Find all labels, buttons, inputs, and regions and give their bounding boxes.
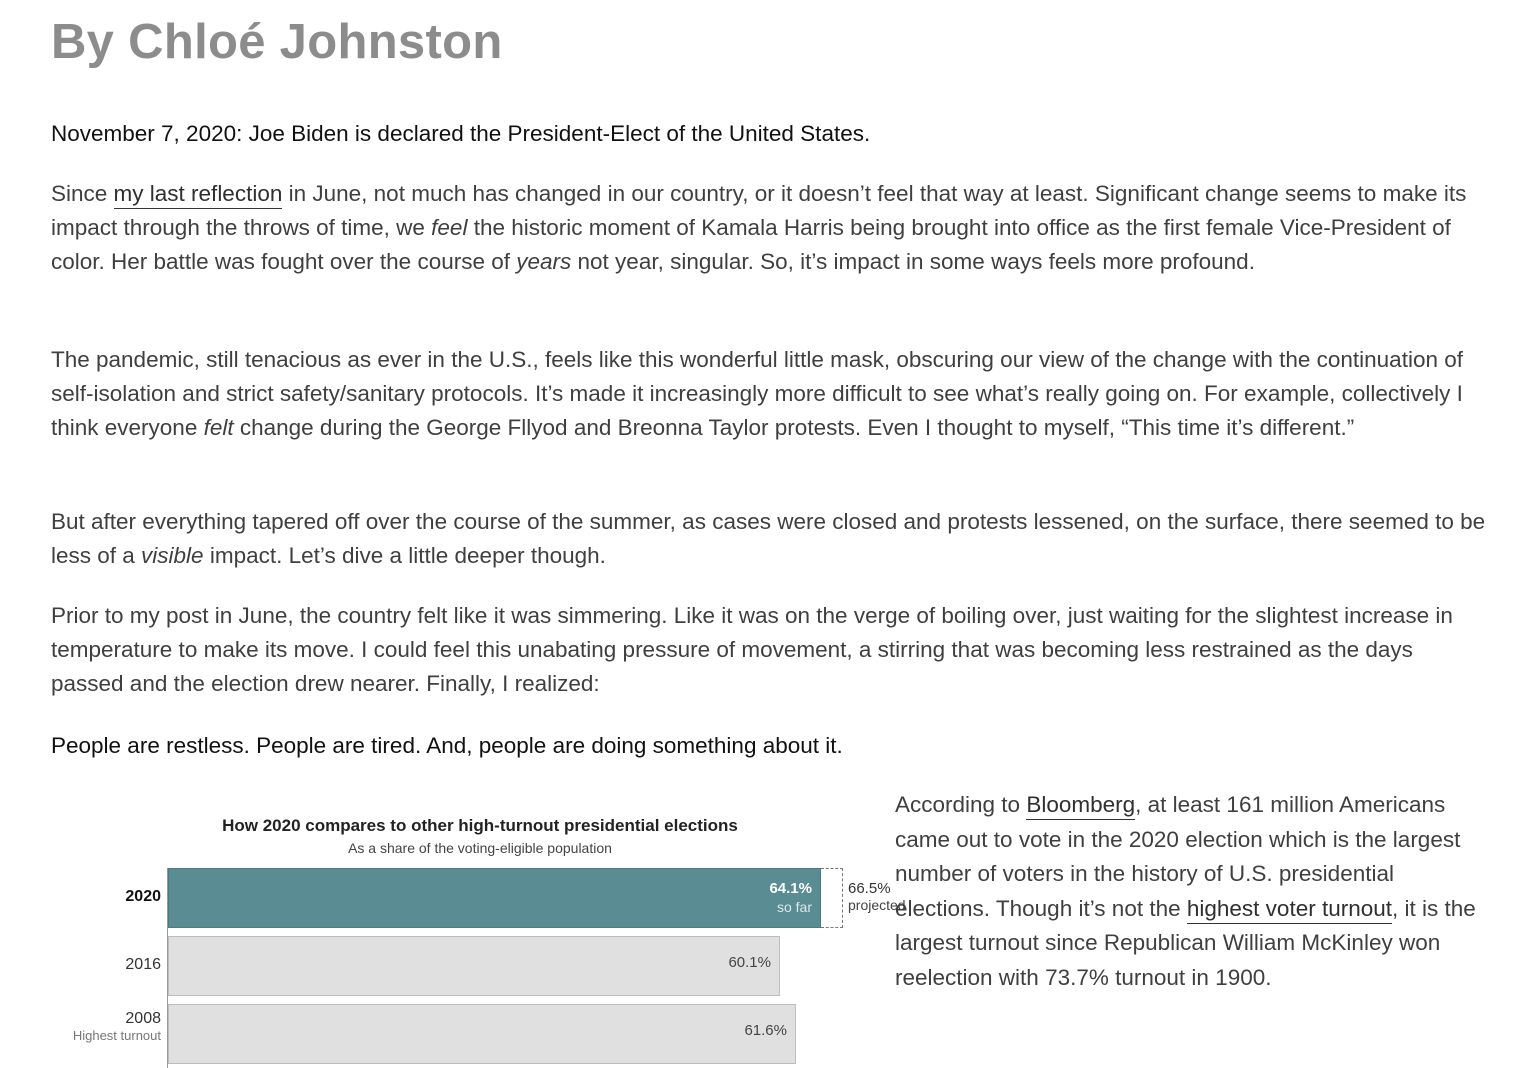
paragraph-text: change during the George Fllyod and Breonna Taylor protests. Even I thought to myself, “This time it’s different.” [233,415,1355,440]
paragraph-text: , it is the largest turnout since Republican William McKinley won reelection with 73.7% turnout in 1900. [895,895,1476,990]
bar-value-note: so far [776,899,812,915]
bar-2016 [168,936,780,996]
turnout-chart [50,806,906,1048]
headline: November 7, 2020: Joe Biden is declared the President-Elect of the United States. [51,121,871,146]
projected-note: projected [848,897,906,913]
paragraph-text: in June, not much has changed in our country, or it doesn’t feel that way at least. Significant change seems to make its impact through the throws of time, we [51,181,1467,240]
paragraph-text: impact. Let’s dive a little deeper though. [203,543,606,568]
bar-category-label: 2008 [125,1010,161,1027]
bloomberg-link[interactable]: Bloomberg [1026,792,1135,820]
projected-value: 66.5% [848,880,891,897]
paragraph-1 [51,177,1491,279]
bar-2008 [168,1004,796,1064]
emphasis: years [516,249,572,274]
paragraph-2 [51,343,1491,445]
paragraph-5: People are restless. People are tired. And, people are doing something about it. [51,733,843,758]
chart-title: How 2020 compares to other high-turnout presidential elections [222,816,738,835]
paragraph-text: According to [895,792,1027,817]
emphasis: visible [141,543,204,568]
projected-extension [821,868,843,928]
byline: By Chloé Johnston [51,15,503,69]
paragraph-text: The pandemic, still tenacious as ever in the U.S., feels like this wonderful little mask, obscuring our view of the change with the continuation of self-isolation and strict safety/sanitary protocols. It’s made it increasingly more difficult to see what’s really going on. For example, collectively I think everyone [51,347,1463,440]
paragraph-3 [51,505,1491,573]
highest-voter-turnout-link[interactable]: highest voter turnout [1187,896,1392,924]
bar-category-note: Highest turnout [72,1028,161,1043]
emphasis: felt [203,415,234,440]
paragraph-text: But after everything tapered off over the course of the summer, as cases were closed and protests lessened, on the surface, there seemed to be less of a [51,509,1486,568]
paragraph-text: Since [51,181,114,206]
bar-category-label: 2016 [125,956,161,973]
bar-category-label: 2020 [125,888,161,905]
my-last-reflection-link[interactable]: my last reflection [114,181,283,209]
bar-value-label: 60.1% [728,954,771,971]
bar-2020 [168,868,821,928]
paragraph-text: not year, singular. So, it’s impact in some ways feels more profound. [571,249,1255,274]
bar-value-label: 64.1% [769,880,812,897]
paragraph-text: the historic moment of Kamala Harris being brought into office as the first female Vice-President of color. Her battle was fought over the course of [51,215,1451,274]
bar-value-label: 61.6% [744,1022,787,1039]
paragraph-text: , at least 161 million Americans came out to vote in the 2020 election which is the largest number of voters in the history of U.S. presidential elections. Though it’s not the [895,792,1461,921]
chart-subtitle: As a share of the voting-eligible population [348,840,612,856]
emphasis: feel [431,215,468,240]
paragraph-4: Prior to my post in June, the country felt like it was simmering. Like it was on the verge of boiling over, just waiting for the slightest increase in temperature to make its move. I could feel this unabating pressure of movement, a stirring that was becoming less restrained as the days passed and the election drew nearer. Finally, I realized: [51,603,1453,696]
side-paragraph [895,788,1495,995]
